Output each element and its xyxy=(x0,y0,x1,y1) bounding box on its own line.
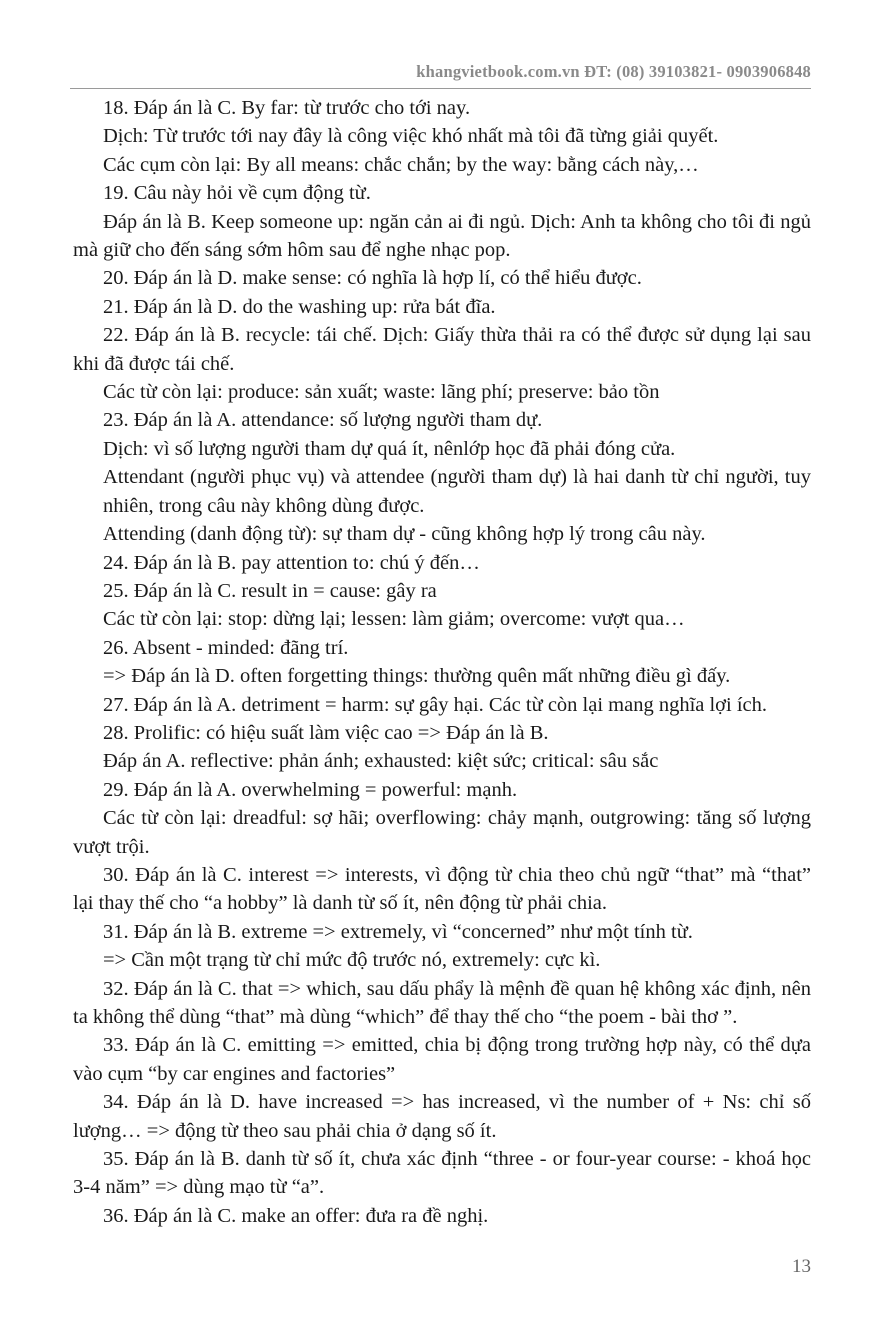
answer-paragraph: 19. Câu này hỏi về cụm động từ. xyxy=(103,182,371,205)
page-body xyxy=(73,94,811,1230)
answer-paragraph: 30. Đáp án là C. interest => interests, vì động từ chia theo chủ ngữ “that” mà “that” lại thay thế cho “a hobby” là danh từ số ít, nên động từ phải chia. xyxy=(73,863,811,915)
answer-paragraph: => Cần một trạng từ chỉ mức độ trước nó, extremely: cực kì. xyxy=(103,949,601,972)
answer-paragraph: 36. Đáp án là C. make an offer: đưa ra đề nghị. xyxy=(103,1204,489,1227)
answer-paragraph: 18. Đáp án là C. By far: từ trước cho tới nay. xyxy=(103,97,471,119)
answer-paragraph: Các cụm còn lại: By all means: chắc chắn; by the way: bằng cách này,… xyxy=(103,153,699,176)
answer-paragraph: Attending (danh động từ): sự tham dự - cũng không hợp lý trong câu này. xyxy=(103,523,706,546)
answer-paragraph: 35. Đáp án là B. danh từ số ít, chưa xác định “three - or four-year course: - khoá học 3-4 năm” => dùng mạo từ “a”. xyxy=(73,1148,811,1199)
answer-paragraph: 24. Đáp án là B. pay attention to: chú ý đến… xyxy=(103,551,480,574)
answer-paragraph: Attendant (người phục vụ) và attendee (người tham dự) là hai danh từ chỉ người, tuy nhiên, trong câu này không dùng được. xyxy=(103,466,811,517)
answer-paragraph: 26. Absent - minded: đãng trí. xyxy=(103,636,349,659)
answer-paragraph: 28. Prolific: có hiệu suất làm việc cao => Đáp án là B. xyxy=(103,721,549,744)
page-number: 13 xyxy=(792,1256,811,1277)
answer-paragraph: => Đáp án là D. often forgetting things: thường quên mất những điều gì đấy. xyxy=(103,665,731,688)
answer-paragraph: Các từ còn lại: dreadful: sợ hãi; overflowing: chảy mạnh, outgrowing: tăng số lượng vượt trội. xyxy=(73,807,811,858)
answer-paragraph: Các từ còn lại: stop: dừng lại; lessen: làm giảm; overcome: vượt qua… xyxy=(103,608,685,631)
answer-paragraph: 20. Đáp án là D. make sense: có nghĩa là hợp lí, có thể hiểu được. xyxy=(103,267,642,290)
answer-paragraph: 22. Đáp án là B. recycle: tái chế. Dịch: Giấy thừa thải ra có thể được sử dụng lại sau khi đã được tái chế. xyxy=(73,324,811,375)
answer-paragraph: 32. Đáp án là C. that => which, sau dấu phẩy là mệnh đề quan hệ không xác định, nên ta không thể dùng “that” mà dùng “which” để thay thế cho “the poem - bài thơ ”. xyxy=(73,977,811,1028)
answer-paragraph: 33. Đáp án là C. emitting => emitted, chia bị động trong trường hợp này, có thể dựa vào cụm “by car engines and factories” xyxy=(73,1034,811,1085)
answer-paragraph: 31. Đáp án là B. extreme => extremely, vì “concerned” như một tính từ. xyxy=(103,920,693,943)
answer-paragraph: Dịch: vì số lượng người tham dự quá ít, nênlớp học đã phải đóng cửa. xyxy=(103,437,676,460)
answer-paragraph: 34. Đáp án là D. have increased => has increased, vì the number of + Ns: chỉ số lượng… => động từ theo sau phải chia ở dạng số ít. xyxy=(73,1091,811,1142)
answer-paragraph: Dịch: Từ trước tới nay đây là công việc khó nhất mà tôi đã từng giải quyết. xyxy=(103,125,719,148)
answer-paragraph: Đáp án A. reflective: phản ánh; exhausted: kiệt sức; critical: sâu sắc xyxy=(103,750,659,773)
header-phone: ĐT: (08) 39103821- 0903906848 xyxy=(584,62,811,81)
answer-paragraph: 25. Đáp án là C. result in = cause: gây ra xyxy=(103,579,437,602)
answer-paragraph: 23. Đáp án là A. attendance: số lượng người tham dự. xyxy=(103,409,543,432)
answer-paragraph: 21. Đáp án là D. do the washing up: rửa bát đĩa. xyxy=(103,295,496,318)
page-header xyxy=(70,62,811,82)
answer-paragraph: 27. Đáp án là A. detriment = harm: sự gây hại. Các từ còn lại mang nghĩa lợi ích. xyxy=(103,693,768,716)
header-divider xyxy=(70,88,811,89)
answer-paragraph: Đáp án là B. Keep someone up: ngăn cản ai đi ngủ. Dịch: Anh ta không cho tôi đi ngủ mà giữ cho đến sáng sớm hôm sau để nghe nhạc pop. xyxy=(73,210,811,262)
answer-paragraph: Các từ còn lại: produce: sản xuất; waste: lãng phí; preserve: bảo tồn xyxy=(103,381,660,404)
header-site: khangvietbook.com.vn xyxy=(416,62,580,81)
answer-paragraph: 29. Đáp án là A. overwhelming = powerful: mạnh. xyxy=(103,778,518,801)
